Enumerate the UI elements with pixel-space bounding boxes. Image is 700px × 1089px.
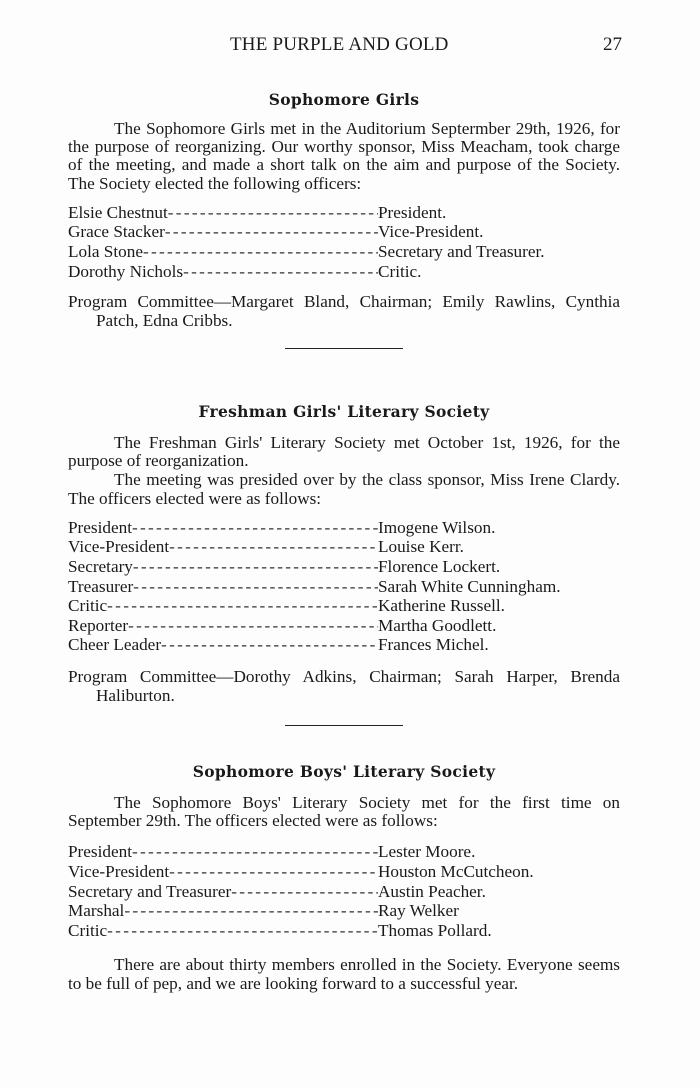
officer-title: Treasurer [68,576,134,596]
leader-dots [169,537,378,557]
officer-row [68,203,620,223]
leader-dots [133,557,378,577]
section-sophomore-boys [68,762,620,993]
officer-row [68,262,620,282]
section-divider [285,348,403,349]
officer-row [68,222,620,242]
leader-dots [124,901,378,921]
officer-title: President [68,842,132,862]
officer-office: Critic. [378,261,422,281]
section-sophomore-girls [68,90,620,349]
paragraph: The meeting was presided over by the class sponsor, Miss Irene Clardy. The officers elected were as follows: [68,470,620,508]
officer-row [68,842,620,862]
officer-name: Louise Kerr. [378,537,464,557]
officer-title: Marshal [68,901,125,921]
page-number: 27 [603,34,622,55]
officer-name: Elsie Chestnut [68,202,168,222]
leader-dots [132,842,378,862]
officer-name: Thomas Pollard. [378,920,492,940]
officer-list [68,203,620,281]
section-divider [285,725,403,726]
officer-title: Vice-President [68,537,170,557]
officer-row [68,862,620,882]
officer-title: Secretary [68,557,133,576]
page-header [0,34,700,58]
officer-row [68,635,620,655]
leader-dots [132,518,378,538]
leader-dots [133,577,378,597]
officer-name: Lester Moore. [378,842,476,862]
officer-row [68,242,620,262]
section-freshman-girls [68,402,620,726]
officer-office: Vice-President. [378,222,484,242]
section-heading: Freshman Girls' Literary Society [198,402,490,421]
leader-dots [107,921,378,941]
officer-name: Martha Goodlett. [378,615,497,635]
paragraph: The Freshman Girls' Literary Society met October 1st, 1926, for the purpose of reorganization. [68,433,620,471]
leader-dots [168,203,378,223]
officer-name: Imogene Wilson. [378,517,496,537]
officer-title: Critic [68,920,108,940]
paragraph: The Sophomore Boys' Literary Society met for the first time on September 29th. The officers elected were as follows: [68,793,620,831]
officer-name: Houston McCutcheon. [378,862,534,881]
section-heading: Sophomore Girls [268,90,420,109]
officer-row [68,537,620,557]
section-heading: Sophomore Boys' Literary Society [192,762,496,781]
publication-title: THE PURPLE AND GOLD [230,34,449,55]
officer-title: Vice-President [68,862,170,881]
officer-row [68,901,620,921]
officer-list [68,842,620,940]
officer-title: President [68,517,132,537]
officer-name: Lola Stone [68,242,143,261]
leader-dots [165,222,378,242]
officer-title: Cheer Leader [68,635,162,655]
officer-title: Reporter [68,615,129,635]
officer-title: Secretary and Treasurer [68,881,232,901]
officer-row [68,557,620,577]
leader-dots [128,616,378,636]
officer-name: Dorothy Nichols [68,261,184,281]
leader-dots [161,635,378,655]
officer-row [68,518,620,538]
leader-dots [143,242,378,262]
leader-dots [107,596,378,616]
officer-name: Ray Welker [378,901,459,921]
program-committee: Program Committee—Dorothy Adkins, Chairman; Sarah Harper, Brenda Haliburton. [68,666,620,705]
closing-paragraph: There are about thirty members enrolled in the Society. Everyone seems to be full of pep, and we are looking forward to a successful year. [68,955,620,993]
officer-row [68,577,620,597]
leader-dots [169,862,378,882]
officer-name: Katherine Russell. [378,596,505,616]
program-committee: Program Committee—Margaret Bland, Chairman; Emily Rawlins, Cynthia Patch, Edna Cribbs. [68,292,620,331]
officer-row [68,921,620,941]
officer-name: Florence Lockert. [378,557,501,576]
officer-office: President. [378,202,447,222]
officer-row [68,616,620,636]
officer-name: Frances Michel. [378,635,489,655]
officer-office: Secretary and Treasurer. [378,242,545,261]
leader-dots [231,882,378,902]
officer-name: Austin Peacher. [378,881,486,901]
officer-name: Grace Stacker [68,222,165,242]
officer-row [68,882,620,902]
officer-row [68,596,620,616]
paragraph: The Sophomore Girls met in the Auditorium Septermber 29th, 1926, for the purpose of reorganizing. Our worthy sponsor, Miss Meacham, took charge of the meeting, and made a short talk on the aim and purpose of the Society. The Society elected the following officers: [68,119,620,193]
leader-dots [183,262,378,282]
officer-title: Critic [68,596,108,616]
officer-list [68,518,620,655]
officer-name: Sarah White Cunningham. [378,576,561,596]
